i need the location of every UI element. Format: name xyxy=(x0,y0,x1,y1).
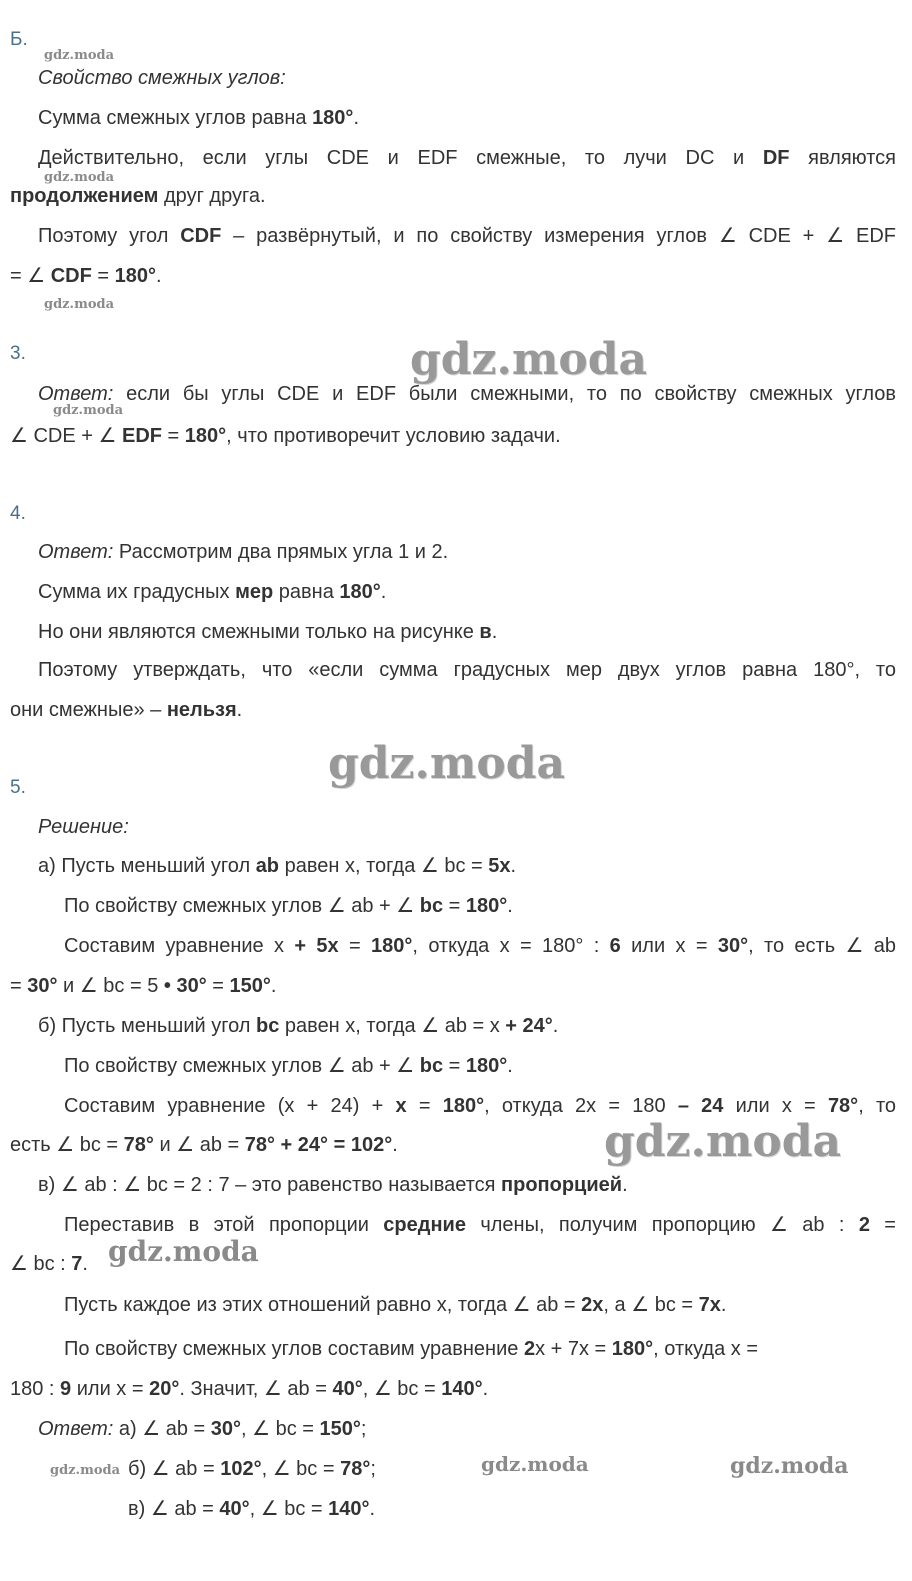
text-line: Сумма смежных углов равна 180°. xyxy=(38,107,359,129)
text-line: Пусть каждое из этих отношений равно x, тогда ∠ ab = 2x, а ∠ bc = 7x. xyxy=(64,1294,727,1316)
answer-line: Ответ: Рассмотрим два прямых угла 1 и 2. xyxy=(38,541,449,563)
text-line: в) ∠ ab : ∠ bc = 2 : 7 – это равенство называется пропорцией. xyxy=(38,1174,628,1196)
section-number: Б. xyxy=(10,29,28,50)
watermark: gdz.moda xyxy=(328,738,566,789)
text-line: ∠ CDE + ∠ EDF = 180°, что противоречит условию задачи. xyxy=(10,425,561,447)
text-line: Составим уравнение x + 5x = 180°, откуда x = 180° : 6 или x = 30°, то есть ∠ ab xyxy=(64,935,897,957)
text-line: Сумма их градусных мер равна 180°. xyxy=(38,581,387,603)
watermark: gdz.moda xyxy=(44,297,115,312)
watermark: gdz.moda xyxy=(604,1116,842,1167)
watermark: gdz.moda xyxy=(108,1235,259,1268)
text-line: ∠ bc : 7. xyxy=(10,1253,88,1275)
text-line: а) Пусть меньший угол ab равен x, тогда ∠ bc = 5x. xyxy=(38,855,517,877)
text-line: = ∠ CDF = 180°. xyxy=(10,265,162,287)
answer-line: в) ∠ ab = 40°, ∠ bc = 140°. xyxy=(128,1498,376,1520)
text-line: Составим уравнение (x + 24) + x = 180°, откуда 2x = 180 – 24 или x = 78°, то xyxy=(64,1095,897,1117)
answer-line: Ответ: если бы углы CDE и EDF были смежными, то по свойству смежных углов xyxy=(38,383,896,405)
watermark: gdz.moda xyxy=(44,48,115,63)
text-line: По свойству смежных углов ∠ ab + ∠ bc = 180°. xyxy=(64,895,513,917)
text-line: есть ∠ bc = 78° и ∠ ab = 78° + 24° = 102°. xyxy=(10,1134,398,1156)
text-line: Поэтому утверждать, что «если сумма градусных мер двух углов равна 180°, то xyxy=(38,659,896,681)
text-line: они смежные» – нельзя. xyxy=(10,699,243,721)
watermark: gdz.moda xyxy=(410,334,648,385)
section-number: 5. xyxy=(10,777,26,798)
section-title: Свойство смежных углов: xyxy=(38,67,286,89)
text-line: Действительно, если углы CDE и EDF смежные, то лучи DC и DF являются xyxy=(38,147,896,169)
text-line: По свойству смежных углов составим уравнение 2x + 7x = 180°, откуда x = xyxy=(64,1338,759,1360)
watermark: gdz.moda xyxy=(50,1463,121,1478)
watermark: gdz.moda xyxy=(481,1452,589,1476)
text-line: Переставив в этой пропорции средние члены, получим пропорцию ∠ ab : 2 = xyxy=(64,1214,896,1236)
section-number: 4. xyxy=(10,503,26,524)
watermark: gdz.moda xyxy=(53,403,124,418)
text-line: продолжением друг друга. xyxy=(10,185,266,207)
text-line: Поэтому угол CDF – развёрнутый, и по свойству измерения углов ∠ CDE + ∠ EDF xyxy=(38,225,896,247)
text-line: 180 : 9 или x = 20°. Значит, ∠ ab = 40°, ∠ bc = 140°. xyxy=(10,1378,489,1400)
watermark: gdz.moda xyxy=(44,170,115,185)
text-line: Но они являются смежными только на рисунке в. xyxy=(38,621,498,643)
text-line: По свойству смежных углов ∠ ab + ∠ bc = 180°. xyxy=(64,1055,513,1077)
text-line: = 30° и ∠ bc = 5 • 30° = 150°. xyxy=(10,975,277,997)
answer-line: Ответ: а) ∠ ab = 30°, ∠ bc = 150°; xyxy=(38,1418,367,1440)
answer-line: б) ∠ ab = 102°, ∠ bc = 78°; xyxy=(128,1458,376,1480)
watermark: gdz.moda xyxy=(730,1453,849,1479)
text-line: б) Пусть меньший угол bc равен x, тогда ∠ ab = x + 24°. xyxy=(38,1015,559,1037)
section-number: 3. xyxy=(10,343,26,364)
solution-label: Решение: xyxy=(38,816,129,838)
